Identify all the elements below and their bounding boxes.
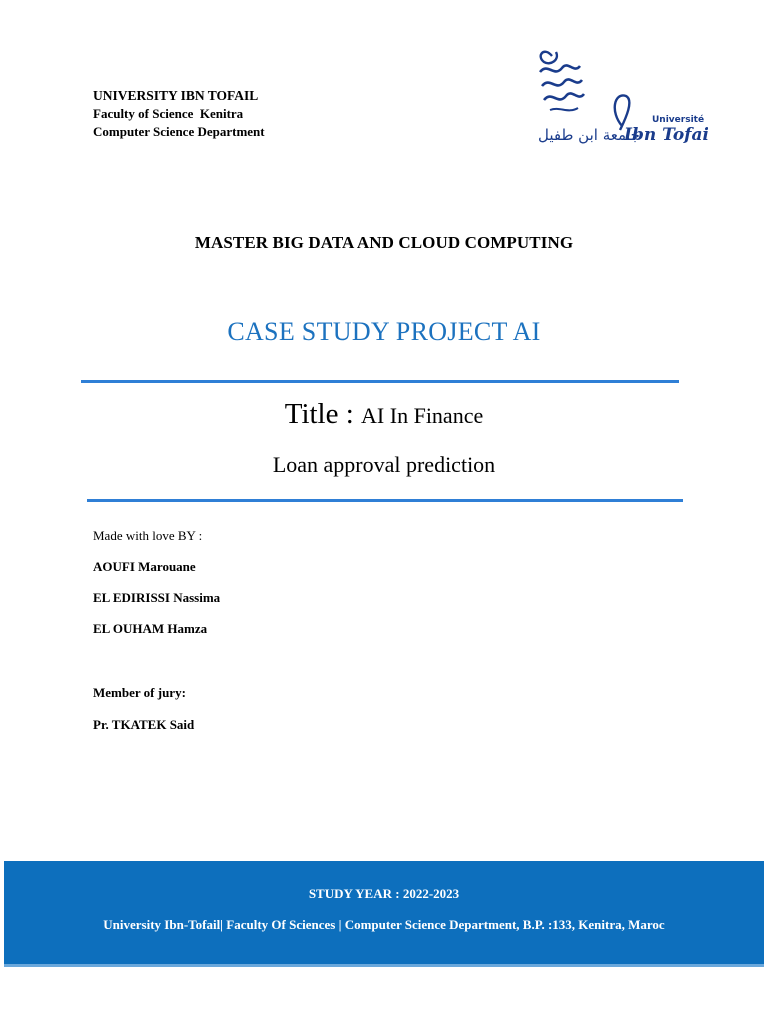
logo-text-latin: Ibn Tofail [624, 125, 708, 145]
university-logo [530, 42, 708, 146]
author-name: EL EDIRISSI Nassima [93, 590, 221, 605]
footer-banner [4, 861, 764, 967]
project-subtitle: Loan approval prediction [272, 452, 496, 477]
author-name: AOUFI Marouane [93, 559, 196, 574]
project-title-label: Title : [284, 398, 362, 430]
case-study-title: CASE STUDY PROJECT AI [227, 317, 541, 346]
university-header [93, 87, 265, 141]
project-title-value: AI In Finance [361, 403, 484, 428]
jury-label: Member of jury: [93, 685, 186, 700]
divider-bottom [87, 499, 683, 502]
divider-top [81, 380, 679, 383]
author-name: EL OUHAM Hamza [93, 621, 208, 636]
program-title: MASTER BIG DATA AND CLOUD COMPUTING [194, 233, 574, 252]
faculty-name: Faculty of Science Kenitra [93, 106, 244, 121]
study-year: STUDY YEAR : 2022-2023 [308, 886, 460, 901]
authors-label: Made with love BY : [93, 528, 203, 543]
jury-member: Pr. TKATEK Said [93, 717, 195, 732]
university-name: UNIVERSITY IBN TOFAIL [93, 88, 259, 103]
university-ibn-tofail-logo-icon [530, 42, 708, 146]
project-title-line [0, 398, 768, 431]
department-name: Computer Science Department [93, 124, 265, 139]
footer-address: University Ibn-Tofail| Faculty Of Sciences | Computer Science Department, B.P. :133, Kenitra, Maroc [103, 917, 665, 932]
logo-text-french: Université [652, 115, 705, 125]
logo-text-arabic: جامعة ابن طفيل [538, 126, 640, 144]
